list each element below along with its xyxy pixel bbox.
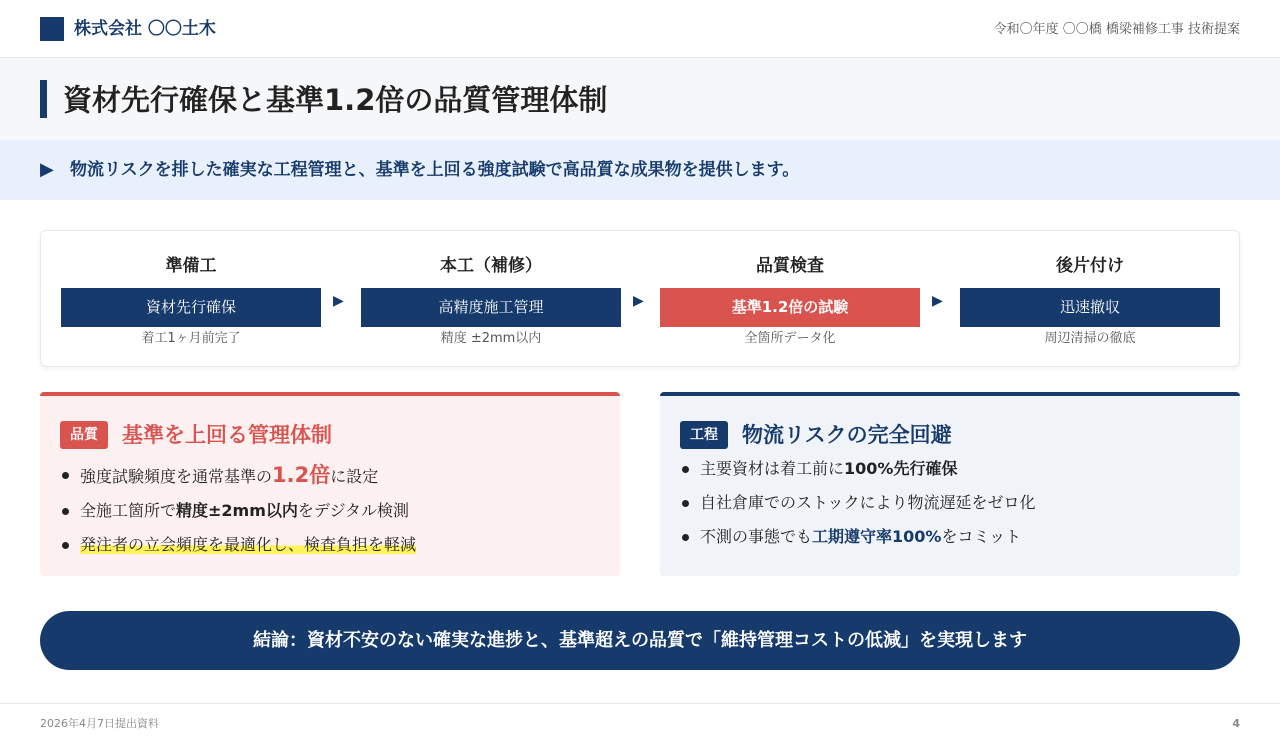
page-number: 4 <box>1232 717 1240 730</box>
list-item: 強度試験頻度を通常基準の1.2倍に設定 <box>60 458 416 494</box>
play-arrow-icon: ▶ <box>40 159 54 180</box>
flow-step-box: 迅速撤収 <box>960 288 1220 327</box>
logo-icon <box>40 17 64 41</box>
quality-tag: 品質 <box>60 421 108 449</box>
flow-arrow-icon: ▶ <box>932 293 943 309</box>
list-item <box>60 528 416 562</box>
flow-step-note: 全箇所データ化 <box>744 331 836 346</box>
flow-step-note: 周辺清掃の徹底 <box>1044 331 1136 346</box>
list-item: 自社倉庫でのストックにより物流遅延をゼロ化 <box>680 486 1036 520</box>
flow-step-note: 着工1ヶ月前完了 <box>141 331 241 346</box>
flow-step-name: 品質検査 <box>756 256 824 276</box>
page-title: 資材先行確保と基準1.2倍の品質管理体制 <box>63 83 608 117</box>
flow-step-box-highlight: 基準1.2倍の試験 <box>660 288 920 327</box>
lead-text: 物流リスクを排した確実な工程管理と、基準を上回る強度試験で高品質な成果物を提供します。 <box>70 160 800 180</box>
quality-bullet-list <box>60 458 416 562</box>
emphasis-text: 精度±2mm以内 <box>176 501 298 520</box>
process-bullet-list <box>680 452 1036 554</box>
highlighted-text: 発注者の立会頻度を最適化し、検査負担を軽減 <box>80 535 417 554</box>
emphasis-text: 工期遵守率100% <box>812 527 942 546</box>
flow-step-box: 高精度施工管理 <box>361 288 621 327</box>
footer-date: 2026年4月7日提出資料 <box>40 717 159 730</box>
flow-step-box: 資材先行確保 <box>61 288 321 327</box>
list-item: 不測の事態でも工期遵守率100%をコミット <box>680 520 1036 554</box>
company-name: 株式会社 〇〇土木 <box>74 19 216 39</box>
quality-panel-title: 基準を上回る管理体制 <box>122 423 332 447</box>
header-bar <box>0 0 1280 58</box>
process-panel-title: 物流リスクの完全回避 <box>742 423 952 447</box>
footer-divider <box>0 703 1280 704</box>
title-accent-bar <box>40 80 47 118</box>
list-item: 主要資材は着工前に100%先行確保 <box>680 452 1036 486</box>
process-panel <box>660 392 1240 576</box>
flow-step-note: 精度 ±2mm以内 <box>440 331 542 346</box>
conclusion-banner: 結論：資材不安のない確実な進捗と、基準超えの品質で「維持管理コストの低減」を実現します <box>40 611 1240 670</box>
process-flow-card <box>40 230 1240 367</box>
flow-step-name: 後片付け <box>1056 256 1124 276</box>
process-tag: 工程 <box>680 421 728 449</box>
flow-arrow-icon: ▶ <box>333 293 344 309</box>
list-item: 全施工箇所で精度±2mm以内をデジタル検測 <box>60 494 416 528</box>
flow-arrow-icon: ▶ <box>633 293 644 309</box>
flow-step-name: 準備工 <box>165 256 217 276</box>
project-name: 令和〇年度 〇〇橋 橋梁補修工事 技術提案 <box>993 22 1240 37</box>
quality-panel <box>40 392 620 576</box>
emphasis-text: 1.2倍 <box>272 463 331 487</box>
flow-step-name: 本工（補修） <box>440 256 542 276</box>
emphasis-text: 100%先行確保 <box>844 459 958 478</box>
